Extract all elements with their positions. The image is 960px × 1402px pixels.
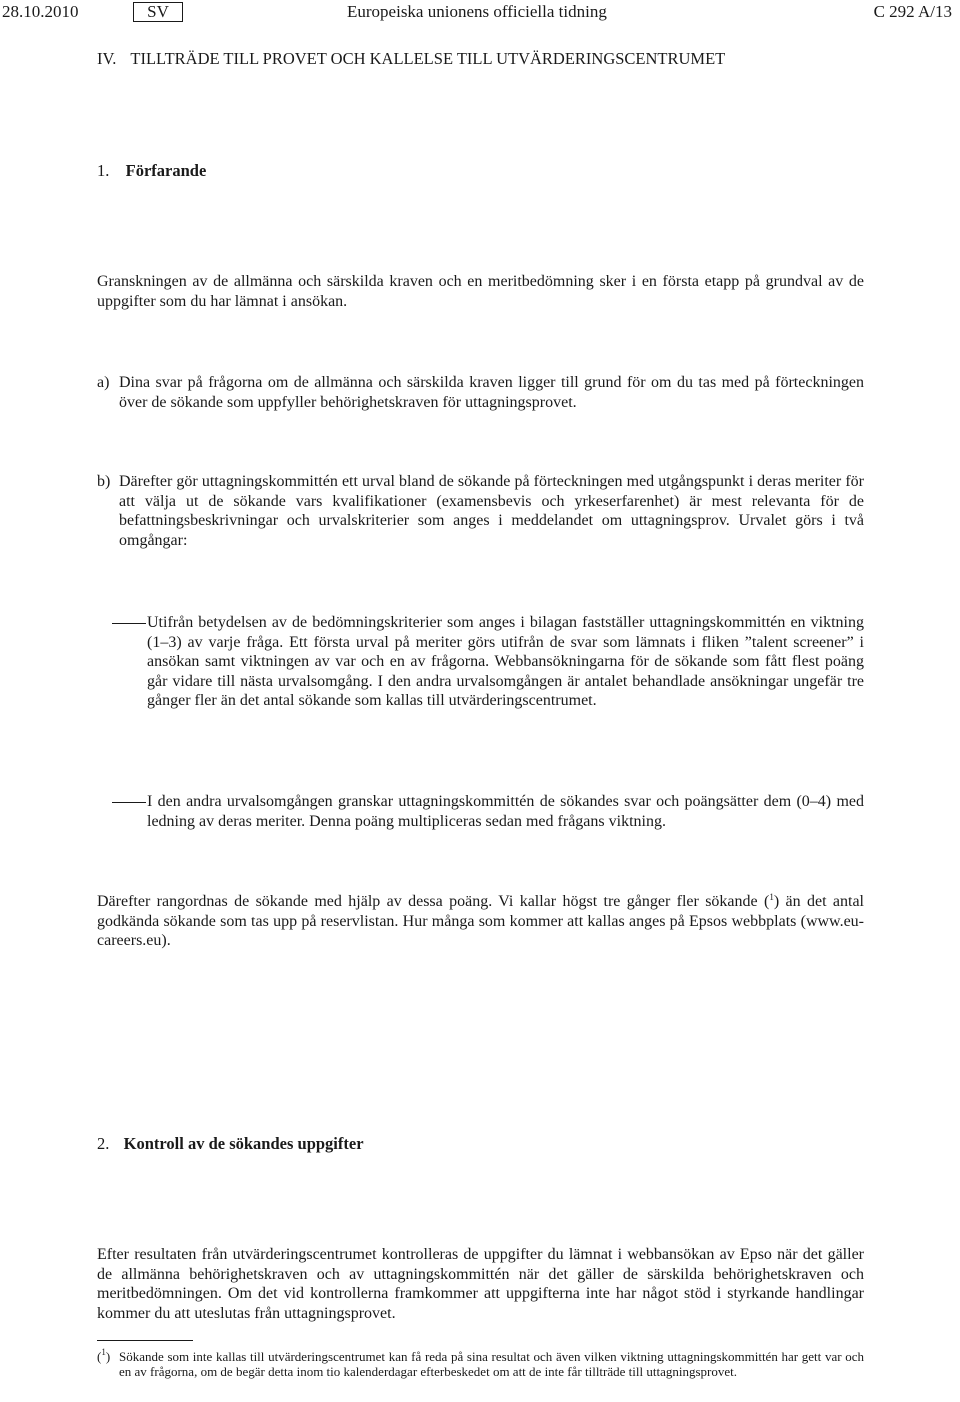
subheading-2-number: 2.	[97, 1134, 110, 1153]
footnote-separator	[97, 1340, 193, 1341]
dash-item-2	[112, 792, 864, 832]
dash-item-2-text: I den andra urvalsomgången granskar uttagningskommittén de sökandes svar och poängsätter dem (0–4) med ledning av deras meriter. Denna poäng multipliceras sedan med frågans viktning.	[147, 793, 864, 830]
list-item-b-label: b)	[97, 473, 111, 490]
paragraph-ranking-after: ) än det antal godkända sökande som tas upp på reservlistan. Hur många som kommer att kallas anges på Epsos webbplats (www.eu-careers.eu).	[97, 893, 865, 950]
list-item-b	[97, 472, 864, 552]
paragraph-verification: Efter resultaten från utvärderingscentrumet kontrolleras de uppgifter du lämnat i webbansökan av Epso när det gäller de allmänna behörighetskraven och av uttagningskommittén när det gäller de särskilda behörighetskraven och meritbedömningen. Om det vid kontrollerna framkommer att uppgifterna inte har något stöd i styrkande handlingar kommer du att uteslutas från uttagningsprovet.	[97, 1246, 864, 1322]
issue-date: 28.10.2010	[2, 2, 79, 21]
dash-item-1-text: Utifrån betydelsen av de bedömningskriterier som anges i bilagan fastställer uttagningskommittén en viktning (1–3) av varje fråga. Ett första urval på meriter görs utifrån de svar som lämnats i fliken ”talent screener” i ansökan samt viktningen av var och en av frågorna. Webbansökningarna för de sökande som fått flest poäng går vidare till nästa urvalsomgång. I den andra urvalsomgången är antalet behandlade ansökningar ungefär tre gånger fler än det antal sökande som kallas till utvärderingscentrumet.	[147, 614, 864, 710]
section-number: IV.	[97, 49, 117, 68]
section-heading	[97, 49, 725, 69]
subheading-1-title: Förfarande	[125, 161, 207, 180]
dash-marker	[112, 623, 146, 624]
footnote-reference: 1	[769, 892, 774, 902]
footnote	[97, 1349, 864, 1397]
list-item-a-text: Dina svar på frågorna om de allmänna och särskilda kraven ligger till grund för om du tas med på förteckningen över de sökande som uppfyller behörighetskraven för uttagningsprovet.	[119, 374, 864, 411]
dash-item-1	[112, 613, 864, 733]
language-code: SV	[133, 2, 183, 22]
paragraph-ranking	[97, 892, 864, 951]
paragraph-intro: Granskningen av de allmänna och särskilda kraven och en meritbedömning sker i en första etapp på grundval av de uppgifter som du har lämnat i ansökan.	[97, 273, 864, 310]
footnote-marker: ($^1$)	[97, 1347, 111, 1364]
paragraph-ranking-before: Därefter rangordnas de sökande med hjälp av dessa poäng. Vi kallar högst tre gånger fler sökande (	[97, 893, 770, 910]
page-reference: C 292 A/13	[873, 2, 952, 21]
list-item-b-text: Därefter gör uttagningskommittén ett urval bland de sökande på förteckningen med utgångspunkt i deras meriter för att välja ut de sökande vars kvalifikationer (examensbevis och yrkeserfarenhet) är mest relevanta för de befattningsbeskrivningar och urvalskriterier som anges i meddelandet om uttagningsprov. Urvalet görs i två omgångar:	[119, 473, 864, 549]
dash-marker	[112, 802, 146, 803]
subheading-1-number: 1.	[97, 161, 110, 180]
list-item-a-label: a)	[97, 374, 110, 391]
section-title: TILLTRÄDE TILL PROVET OCH KALLELSE TILL UTVÄRDERINGSCENTRUMET	[130, 49, 726, 68]
journal-title: Europeiska unionens officiella tidning	[347, 2, 607, 21]
list-item-a	[97, 373, 864, 413]
subheading-2-title: Kontroll av de sökandes uppgifter	[123, 1134, 364, 1153]
subheading-1	[97, 161, 206, 181]
subheading-2	[97, 1134, 364, 1154]
footnote-text: Sökande som inte kallas till utvärderingscentrumet kan få reda på sina resultat och även vilken viktning uttagningskommittén har gett var och en av frågorna, om de begär detta inom tio kalenderdagar efterbeskedet om att de inte får tillträde till uttagningsprovet.	[119, 1349, 864, 1379]
